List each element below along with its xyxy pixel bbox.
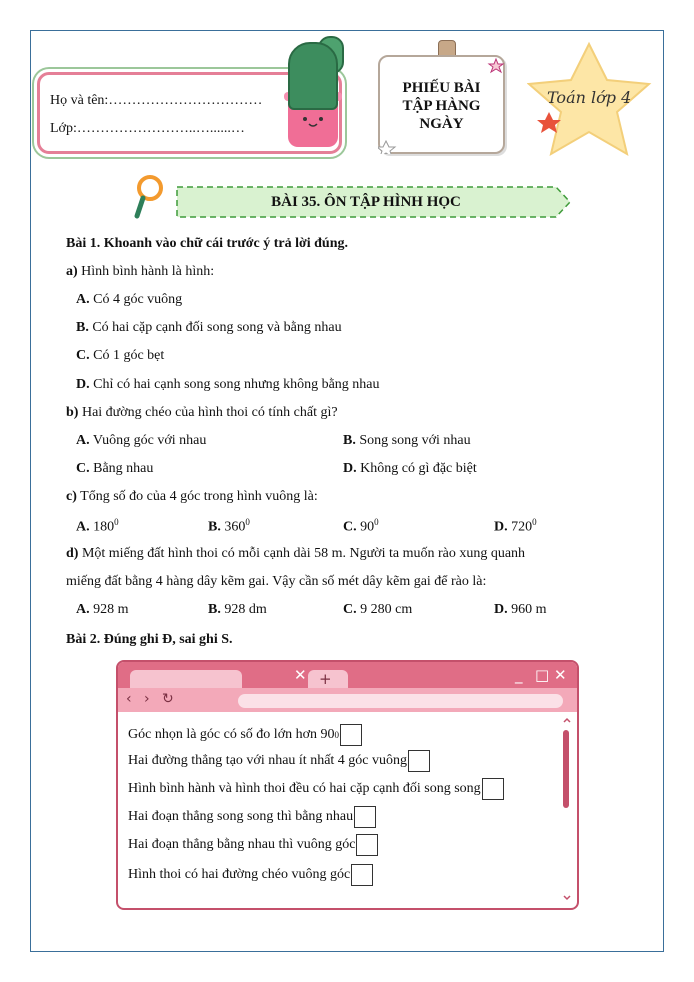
question-b: b) Hai đường chéo của hình thoi có tính chất gì?	[66, 405, 338, 420]
sheet-title-card	[378, 55, 505, 154]
minimize-icon[interactable]: _	[515, 666, 523, 684]
answer-box-5[interactable]	[356, 834, 378, 856]
maximize-icon[interactable]: □	[535, 666, 550, 684]
option-a-C[interactable]: C. Có 1 góc bẹt	[76, 348, 165, 363]
option-c-C[interactable]: C. $90^0$	[343, 517, 379, 535]
answer-box-2[interactable]	[408, 750, 430, 772]
lesson-title: BÀI 35. ÔN TẬP HÌNH HỌC	[271, 194, 461, 210]
forward-icon[interactable]: ›	[144, 691, 150, 707]
question-c: c) Tổng số đo của 4 góc trong hình vuông là:	[66, 489, 318, 504]
class-field-label: Lớp:……………………..…......…	[50, 121, 245, 136]
answer-box-3[interactable]	[482, 778, 504, 800]
scrollbar-thumb[interactable]	[563, 730, 569, 808]
question-a: a) Hình bình hành là hình:	[66, 264, 215, 279]
option-b-D[interactable]: D. Không có gì đặc biệt	[343, 461, 477, 476]
statement-4: Hai đoạn thẳng song song thì bằng nhau	[128, 806, 376, 828]
statement-5: Hai đoạn thẳng bằng nhau thì vuông góc	[128, 834, 378, 856]
back-icon[interactable]: ‹	[126, 691, 132, 707]
option-b-B[interactable]: B. Song song với nhau	[343, 433, 471, 448]
statement-6: Hình thoi có hai đường chéo vuông góc	[128, 864, 373, 886]
option-b-C[interactable]: C. Bằng nhau	[76, 461, 154, 476]
option-a-B[interactable]: B. Có hai cặp cạnh đối song song và bằng nhau	[76, 320, 342, 335]
option-d-A[interactable]: A. 928 m	[76, 602, 129, 617]
question-d: d) Một miếng đất hình thoi có mỗi cạnh dài 58 m. Người ta muốn rào xung quanh	[66, 546, 526, 561]
answer-box-6[interactable]	[351, 864, 373, 886]
option-d-C[interactable]: C. 9 280 cm	[343, 602, 413, 617]
browser-tab[interactable]	[130, 670, 242, 688]
option-a-A[interactable]: A. Có 4 góc vuông	[76, 292, 183, 307]
answer-box-4[interactable]	[354, 806, 376, 828]
refresh-icon[interactable]: ↻	[162, 691, 174, 707]
magnifier-icon	[131, 174, 167, 222]
option-c-D[interactable]: D. $720^0$	[494, 517, 537, 535]
address-bar[interactable]	[238, 694, 563, 708]
option-b-A[interactable]: A. Vuông góc với nhau	[76, 433, 207, 448]
statement-2: Hai đường thẳng tạo với nhau ít nhất 4 góc vuông	[128, 750, 430, 772]
question-d-line2: miếng đất bằng 4 hàng dây kẽm gai. Vậy cần số mét dây kẽm gai để rào là:	[66, 574, 487, 589]
statement-3: Hình bình hành và hình thoi đều có hai cặp cạnh đối song song	[128, 778, 504, 800]
exercise-1-heading: Bài 1. Khoanh vào chữ cái trước ý trả lời đúng.	[66, 236, 348, 251]
grade-label: Toán lớp 4	[547, 88, 632, 107]
option-d-D[interactable]: D. 960 m	[494, 602, 547, 617]
cactus-icon	[288, 42, 338, 110]
close-icon[interactable]: ✕	[294, 666, 307, 684]
exercise-2-heading: Bài 2. Đúng ghi Đ, sai ghi S.	[66, 632, 233, 647]
plus-icon[interactable]: +	[319, 670, 332, 688]
option-d-B[interactable]: B. 928 dm	[208, 602, 267, 617]
name-field-label: Họ và tên:……………………………	[50, 93, 263, 108]
option-a-D[interactable]: D. Chỉ có hai cạnh song song nhưng không bằng nhau	[76, 377, 380, 392]
close-window-icon[interactable]: ✕	[554, 666, 567, 684]
scrollbar[interactable]	[561, 716, 573, 904]
browser-titlebar	[118, 662, 577, 688]
answer-box-1[interactable]	[340, 724, 362, 746]
option-c-A[interactable]: A. $180^0$	[76, 517, 119, 535]
option-c-B[interactable]: B. $360^0$	[208, 517, 250, 535]
statement-1: Góc nhọn là góc có số đo lớn hơn 90 0	[128, 724, 362, 746]
sheet-title: PHIẾU BÀI TẬP HÀNG NGÀY	[402, 80, 481, 132]
browser-window	[116, 660, 579, 910]
